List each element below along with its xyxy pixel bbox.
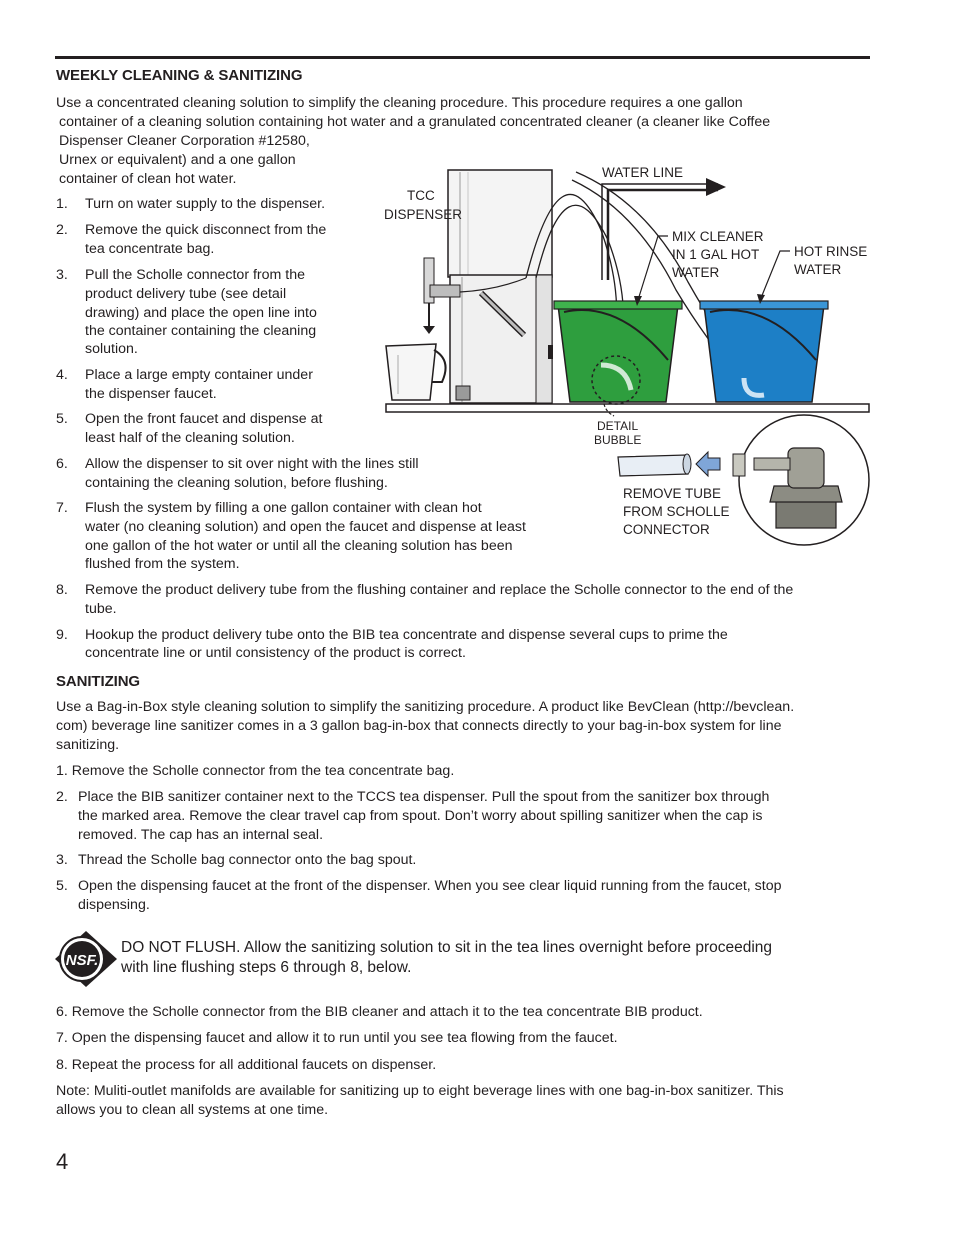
label-remove-tube-2: FROM SCHOLLE <box>623 504 730 519</box>
step-2-number: 2. <box>56 222 68 238</box>
sanitizing-step-2-text: the marked area. Remove the clear travel cap from spout. Don’t worry about spilling sanitizer when the cap is <box>78 808 763 824</box>
sanitizing-step-2-text: Place the BIB sanitizer container next to the TCCS tea dispenser. Pull the spout from the sanitizer box through <box>78 789 770 805</box>
step-7-number: 7. <box>56 500 68 516</box>
counter-shelf <box>386 404 869 412</box>
top-rule <box>55 56 870 59</box>
sanitizing-intro-line-2: com) beverage line sanitizer comes in a 3 gallon bag-in-box that connects directly to your bag-in-box system for line <box>56 718 782 734</box>
final-step-8: 8. Repeat the process for all additional faucets on dispenser. <box>56 1057 437 1073</box>
note-line-1: Note: Muliti-outlet manifolds are available for sanitizing up to eight beverage lines with one bag-in-box sanitizer. This <box>56 1083 784 1099</box>
step-7-text: flushed from the system. <box>85 556 240 572</box>
step-3-text: the container containing the cleaning <box>85 323 317 339</box>
step-1-text: Turn on water supply to the dispenser. <box>85 196 326 212</box>
step-1-number: 1. <box>56 196 68 212</box>
page-number: 4 <box>56 1149 69 1174</box>
sanitizing-intro-line-3: sanitizing. <box>56 737 120 753</box>
label-mix-cleaner-3: WATER <box>672 265 720 280</box>
sanitizing-step-5-text: dispensing. <box>78 897 150 913</box>
step-3-text: Pull the Scholle connector from the <box>85 267 306 283</box>
label-tcc: TCC <box>407 188 435 203</box>
remove-arrow-icon <box>696 452 720 476</box>
detail-bubble-drawing <box>733 415 869 545</box>
cleaning-setup-illustration <box>376 150 876 550</box>
blue-bucket-drawing <box>700 301 828 402</box>
step-7-text: Flush the system by filling a one gallon container with clean hot <box>85 500 482 516</box>
svg-text:NSF.: NSF. <box>65 952 99 969</box>
label-remove-tube-1: REMOVE TUBE <box>623 486 722 501</box>
pitcher-drawing <box>386 344 446 400</box>
step-4-number: 4. <box>56 367 68 383</box>
sanitizing-step-5-number: 5. <box>56 878 68 894</box>
sanitizing-step-3-text: Thread the Scholle bag connector onto the bag spout. <box>78 852 417 868</box>
nsf-notice-line-1: DO NOT FLUSH. Allow the sanitizing solution to sit in the tea lines overnight before proceeding <box>121 939 773 956</box>
intro-line-5: container of clean hot water. <box>59 171 237 187</box>
label-detail-1: DETAIL <box>597 419 639 433</box>
step-2-text: tea concentrate bag. <box>85 241 215 257</box>
intro-line-1: Use a concentrated cleaning solution to simplify the cleaning procedure. This procedure requires a one gallon <box>56 95 743 111</box>
step-3-text: drawing) and place the open line into <box>85 305 317 321</box>
step-9-text: Hookup the product delivery tube onto the BIB tea concentrate and dispense several cups to prime the <box>85 627 728 643</box>
label-hot-rinse-1: HOT RINSE <box>794 244 868 259</box>
note-line-2: allows you to clean all systems at one time. <box>56 1102 329 1118</box>
green-bucket-drawing <box>554 301 682 404</box>
step-6-number: 6. <box>56 456 68 472</box>
final-step-6: 6. Remove the Scholle connector from the BIB cleaner and attach it to the tea concentrate BIB product. <box>56 1004 703 1020</box>
tcc-dispenser-drawing <box>423 170 553 403</box>
sanitizing-step-5-text: Open the dispensing faucet at the front of the dispenser. When you see clear liquid running from the faucet, stop <box>78 878 782 894</box>
step-4-text: Place a large empty container under <box>85 367 313 383</box>
intro-line-4: Urnex or equivalent) and a one gallon <box>59 152 296 168</box>
nsf-logo-icon <box>54 930 118 988</box>
step-3-text: product delivery tube (see detail <box>85 286 287 302</box>
step-6-text: Allow the dispenser to sit over night with the lines still <box>85 456 419 472</box>
step-7-text: water (no cleaning solution) and open the faucet and dispense at least <box>85 519 526 535</box>
step-9-number: 9. <box>56 627 68 643</box>
intro-line-2: container of a cleaning solution containing hot water and a granulated concentrated cleaner (a cleaner like Coffee <box>59 114 771 130</box>
final-step-7: 7. Open the dispensing faucet and allow it to run until you see tea flowing from the faucet. <box>56 1030 618 1046</box>
step-5-number: 5. <box>56 411 68 427</box>
step-5-text: least half of the cleaning solution. <box>85 430 295 446</box>
section-heading-sanitizing: SANITIZING <box>56 673 140 690</box>
label-dispenser: DISPENSER <box>384 207 463 222</box>
label-remove-tube-3: CONNECTOR <box>623 522 710 537</box>
removed-tube-drawing <box>618 454 691 476</box>
label-mix-cleaner-2: IN 1 GAL HOT <box>672 247 760 262</box>
sanitizing-step-3-number: 3. <box>56 852 68 868</box>
nsf-notice-line-2: with line flushing steps 6 through 8, below. <box>121 959 412 976</box>
intro-line-3: Dispenser Cleaner Corporation #12580, <box>59 133 310 149</box>
step-6-text: containing the cleaning solution, before flushing. <box>85 475 388 491</box>
step-8-text: tube. <box>85 601 117 617</box>
step-5-text: Open the front faucet and dispense at <box>85 411 323 427</box>
sanitizing-step-2-text: removed. The cap has an internal seal. <box>78 827 324 843</box>
label-hot-rinse-2: WATER <box>794 262 842 277</box>
sanitizing-step-1: 1. Remove the Scholle connector from the tea concentrate bag. <box>56 763 455 779</box>
step-7-text: one gallon of the hot water or until all the cleaning solution has been <box>85 538 513 554</box>
step-9-text: concentrate line or until consistency of the product is correct. <box>85 645 466 661</box>
label-detail-2: BUBBLE <box>594 433 642 447</box>
step-3-text: solution. <box>85 341 138 357</box>
label-water-line: WATER LINE <box>602 165 684 180</box>
sanitizing-step-2-number: 2. <box>56 789 68 805</box>
step-3-number: 3. <box>56 267 68 283</box>
step-8-text: Remove the product delivery tube from the flushing container and replace the Scholle connector to the end of the <box>85 582 794 598</box>
sanitizing-intro-line-1: Use a Bag-in-Box style cleaning solution to simplify the sanitizing procedure. A product like BevClean (http://bevclean. <box>56 699 795 715</box>
step-8-number: 8. <box>56 582 68 598</box>
label-mix-cleaner-1: MIX CLEANER <box>672 229 764 244</box>
step-2-text: Remove the quick disconnect from the <box>85 222 327 238</box>
step-4-text: the dispenser faucet. <box>85 386 217 402</box>
section-heading-weekly-cleaning: WEEKLY CLEANING & SANITIZING <box>56 67 303 84</box>
